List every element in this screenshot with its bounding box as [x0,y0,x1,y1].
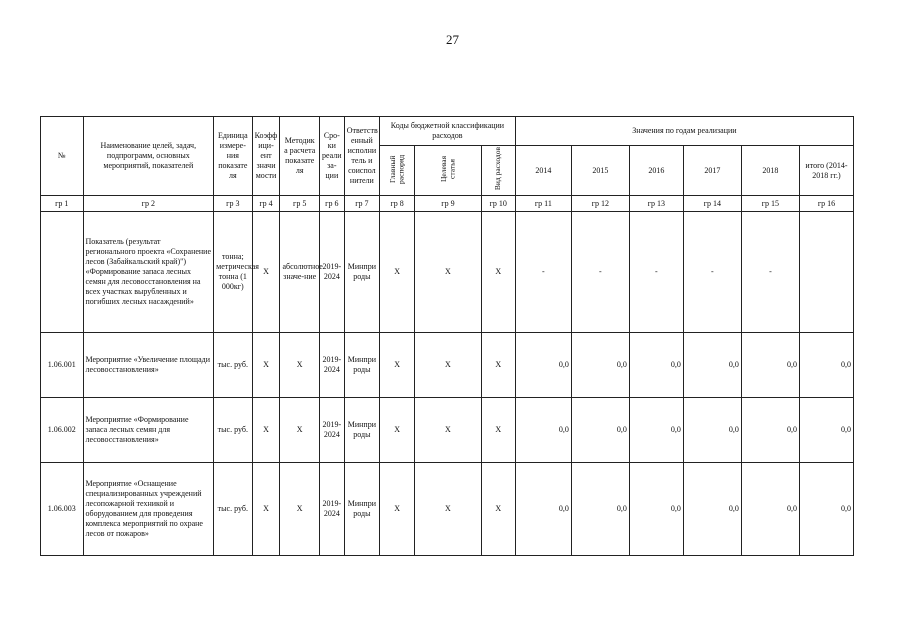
row-value-2016: 0,0 [629,398,683,463]
row-name: Мероприятие «Увеличение площади лесовосстановления» [83,333,214,398]
header-coef: Коэфф ици-ент значи мости [252,117,280,196]
row-responsible: Минпри роды [344,212,379,333]
row-value-2017: 0,0 [683,398,741,463]
row-gr9: Х [415,333,481,398]
row-coef: Х [252,463,280,556]
header-responsible: Ответств енный исполни тель и соиспол нители [344,117,379,196]
group-cell: гр 11 [515,196,571,212]
row-gr10: Х [481,212,515,333]
budget-table [40,116,854,556]
group-cell: гр 2 [83,196,214,212]
row-responsible: Минпри роды [344,463,379,556]
header-unit: Единица измере-ния показате ля [214,117,252,196]
header-no: № [41,117,84,196]
group-cell: гр 7 [344,196,379,212]
row-method: Х [280,333,319,398]
row-method: Х [280,398,319,463]
row-method: абсолютное значе-ние [280,212,319,333]
row-value-2017: 0,0 [683,463,741,556]
row-terms: 2019-2024 [319,398,344,463]
header-budget-target-text: Целевая статья [438,155,456,183]
header-terms: Сро-ки реали за-ции [319,117,344,196]
row-value-2017: - [683,212,741,333]
row-gr8: Х [380,333,415,398]
row-responsible: Минпри роды [344,398,379,463]
row-gr10: Х [481,463,515,556]
header-year-2016: 2016 [629,146,683,196]
row-value-2016: - [629,212,683,333]
row-gr10: Х [481,333,515,398]
row-coef: Х [252,398,280,463]
row-gr9: Х [415,212,481,333]
row-value-total: 0,0 [799,463,853,556]
row-value-2018: - [741,212,799,333]
header-budget-main [380,146,415,196]
group-cell: гр 3 [214,196,252,212]
row-terms: 2019-2024 [319,463,344,556]
row-gr9: Х [415,463,481,556]
header-method: Методик а расчета показате ля [280,117,319,196]
group-cell: гр 13 [629,196,683,212]
row-value-2018: 0,0 [741,398,799,463]
group-cell: гр 6 [319,196,344,212]
row-value-total: 0,0 [799,333,853,398]
header-row-1 [41,117,854,146]
row-no: 1.06.001 [41,333,84,398]
header-year-2015: 2015 [571,146,629,196]
group-cell: гр 5 [280,196,319,212]
row-terms: 2019-2024 [319,212,344,333]
row-name: Мероприятие «Формирование запаса лесных семян для лесовосстановления» [83,398,214,463]
row-value-2015: - [571,212,629,333]
header-budget-target [415,146,481,196]
header-year-2018: 2018 [741,146,799,196]
row-gr10: Х [481,398,515,463]
row-value-2014: 0,0 [515,398,571,463]
table-row [41,463,854,556]
row-name: Показатель (результат регионального проекта «Сохранение лесов (Забайкальский край)") «Формирование запаса лесных семян для лесовосстановления на всех участках вырубленных и погибших лесных насаждений» [83,212,214,333]
row-gr8: Х [380,212,415,333]
row-terms: 2019-2024 [319,333,344,398]
table-row [41,333,854,398]
header-year-2014: 2014 [515,146,571,196]
group-number-row [41,196,854,212]
table-row [41,212,854,333]
row-value-2014: - [515,212,571,333]
row-value-2017: 0,0 [683,333,741,398]
row-no [41,212,84,333]
row-value-2015: 0,0 [571,333,629,398]
header-year-2017: 2017 [683,146,741,196]
row-value-2014: 0,0 [515,333,571,398]
row-value-2014: 0,0 [515,463,571,556]
header-name: Наименование целей, задач, подпрограмм, основных мероприятий, показателей [83,117,214,196]
row-gr8: Х [380,398,415,463]
table-row [41,398,854,463]
row-unit: тыс. руб. [214,398,252,463]
row-gr8: Х [380,463,415,556]
group-cell: гр 4 [252,196,280,212]
group-cell: гр 16 [799,196,853,212]
row-name: Мероприятие «Оснащение специализированных учреждений лесопожарной техникой и оборудованием для проведения комплекса мероприятий по охране лесов от пожаров» [83,463,214,556]
row-value-2015: 0,0 [571,463,629,556]
row-unit: тонна; метрическая тонна (1 000кг) [214,212,252,333]
row-no: 1.06.002 [41,398,84,463]
row-unit: тыс. руб. [214,463,252,556]
row-value-2015: 0,0 [571,398,629,463]
row-value-total: 0,0 [799,398,853,463]
row-method: Х [280,463,319,556]
header-budget-codes: Коды бюджетной классификации расходов [380,117,516,146]
row-value-2016: 0,0 [629,463,683,556]
row-coef: Х [252,212,280,333]
page-number: 27 [446,32,459,47]
group-cell: гр 14 [683,196,741,212]
group-cell: гр 10 [481,196,515,212]
row-value-2018: 0,0 [741,463,799,556]
row-value-2016: 0,0 [629,333,683,398]
row-coef: Х [252,333,280,398]
group-cell: гр 8 [380,196,415,212]
row-value-2018: 0,0 [741,333,799,398]
header-budget-type-text: Вид расходов [493,147,503,191]
header-values: Значения по годам реализации [515,117,853,146]
header-budget-main-text: Главный распоряд [387,154,406,184]
row-value-total [799,212,853,333]
group-cell: гр 12 [571,196,629,212]
row-gr9: Х [415,398,481,463]
header-year-total: итого (2014-2018 гг.) [799,146,853,196]
row-no: 1.06.003 [41,463,84,556]
group-cell: гр 1 [41,196,84,212]
row-responsible: Минпри роды [344,333,379,398]
group-cell: гр 15 [741,196,799,212]
row-unit: тыс. руб. [214,333,252,398]
header-budget-type [481,146,515,196]
group-cell: гр 9 [415,196,481,212]
